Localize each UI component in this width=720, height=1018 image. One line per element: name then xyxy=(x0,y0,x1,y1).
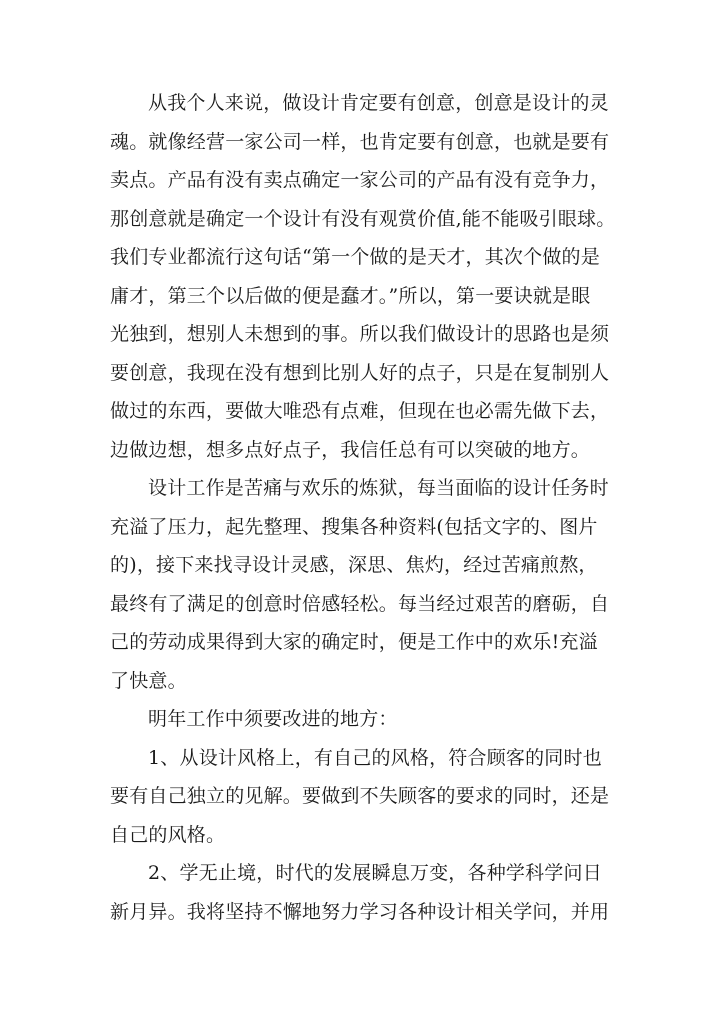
paragraph-design-work xyxy=(110,469,615,700)
paragraph-line: 我们专业都流行这句话“第一个做的是天才，其次个做的是 xyxy=(110,246,600,268)
paragraph-line: 那创意就是确定一个设计有没有观赏价值,能不能吸引眼球。 xyxy=(110,207,616,230)
paragraph-line: 边做边想，想多点好点子，我信任总有可以突破的地方。 xyxy=(110,438,591,461)
paragraph-line: 要创意，我现在没有想到比别人好的点子，只是在复制别人 xyxy=(110,361,610,384)
paragraph-line: 的)，接下来找寻设计灵感，深思、焦灼，经过苦痛煎熬， xyxy=(110,554,598,576)
paragraph-line: 魂。就像经营一家公司一样，也肯定要有创意，也就是要有 xyxy=(110,130,610,153)
list-item-2 xyxy=(110,854,615,931)
paragraph-line: 卖点。产品有没有卖点确定一家公司的产品有没有竞争力， xyxy=(110,169,610,191)
paragraph-line: 充溢了压力，起先整理、搜集各种资料(包括文字的、图片 xyxy=(110,515,598,538)
paragraph-line: 设计工作是苦痛与欢乐的炼狱，每当面临的设计任务时 xyxy=(148,477,609,499)
list-item-1 xyxy=(110,739,615,855)
paragraph-improvements-heading xyxy=(110,700,615,739)
paragraph-line: 光独到，想别人未想到的事。所以我们做设计的思路也是须 xyxy=(110,323,610,345)
paragraph-line: 要有自己独立的见解。要做到不失顾客的要求的同时，还是 xyxy=(110,785,610,807)
paragraph-line: 做过的东西，要做大唯恐有点难，但现在也必需先做下去， xyxy=(110,400,610,422)
paragraph-line: 庸才，第三个以后做的便是蠢才。”所以，第一要诀就是眼 xyxy=(110,284,591,307)
paragraph-creativity xyxy=(110,84,615,469)
paragraph-line: 己的劳动成果得到大家的确定时，便是工作中的欢乐!充溢 xyxy=(110,631,598,653)
paragraph-line: 新月异。我将坚持不懈地努力学习各种设计相关学问，并用 xyxy=(110,900,610,923)
paragraph-line: 了快意。 xyxy=(110,669,187,692)
paragraph-line: 2、学无止境，时代的发展瞬息万变，各种学科学问日 xyxy=(148,862,602,884)
paragraph-line: 自己的风格。 xyxy=(110,823,226,846)
document-body xyxy=(110,84,615,931)
paragraph-line: 从我个人来说，做设计肯定要有创意，创意是设计的灵 xyxy=(148,92,609,114)
section-heading: 明年工作中须要改进的地方： xyxy=(148,708,398,730)
paragraph-line: 1、从设计风格上，有自己的风格，符合顾客的同时也 xyxy=(148,746,602,769)
paragraph-line: 最终有了满足的创意时倍感轻松。每当经过艰苦的磨砺，自 xyxy=(110,592,610,615)
